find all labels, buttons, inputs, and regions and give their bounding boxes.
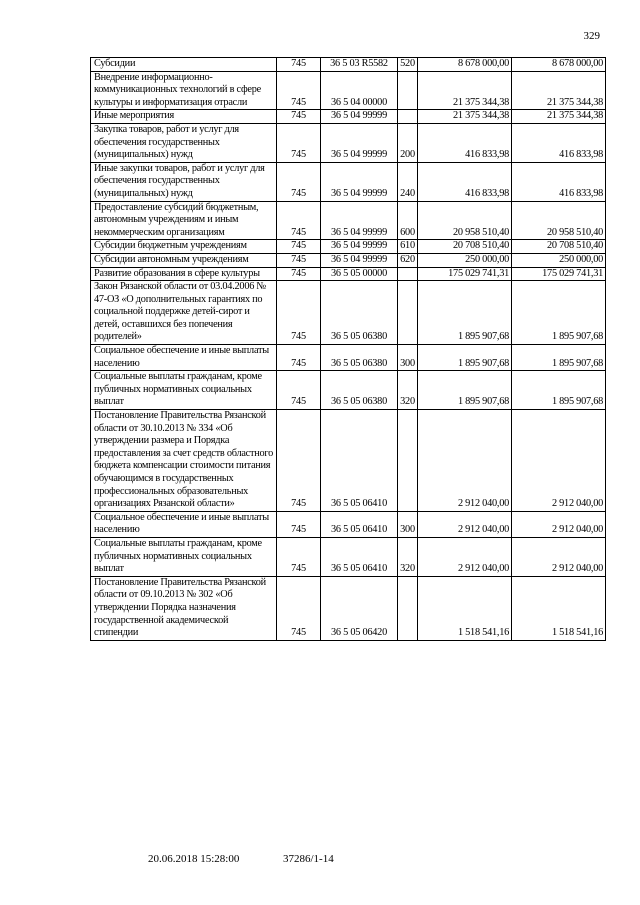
table-row [91, 576, 606, 640]
row-department-code: 745 [277, 201, 321, 240]
row-expense-type [398, 576, 418, 640]
row-target-article: 36 5 05 06410 [321, 537, 398, 576]
row-name: Иные закупки товаров, работ и услуг для обеспечения государственных (муниципальных) нужд [91, 162, 277, 201]
row-target-article: 36 5 05 06420 [321, 576, 398, 640]
row-department-code: 745 [277, 511, 321, 537]
row-name: Социальные выплаты гражданам, кроме публичных нормативных социальных выплат [91, 371, 277, 410]
row-amount-year2: 20 958 510,40 [512, 201, 606, 240]
row-target-article: 36 5 05 06380 [321, 345, 398, 371]
row-expense-type: 520 [398, 58, 418, 72]
row-name: Социальное обеспечение и иные выплаты населению [91, 511, 277, 537]
row-amount-year2: 416 833,98 [512, 123, 606, 162]
row-department-code: 745 [277, 71, 321, 110]
row-target-article: 36 5 04 00000 [321, 71, 398, 110]
row-amount-year1: 1 518 541,16 [418, 576, 512, 640]
row-amount-year1: 20 958 510,40 [418, 201, 512, 240]
row-amount-year2: 2 912 040,00 [512, 410, 606, 512]
row-department-code: 745 [277, 576, 321, 640]
row-target-article: 36 5 05 00000 [321, 267, 398, 281]
row-target-article: 36 5 04 99999 [321, 201, 398, 240]
row-expense-type [398, 410, 418, 512]
footer-datetime: 20.06.2018 15:28:00 [148, 853, 240, 865]
row-target-article: 36 5 05 06410 [321, 410, 398, 512]
row-department-code: 745 [277, 123, 321, 162]
row-name: Субсидии бюджетным учреждениям [91, 240, 277, 254]
row-target-article: 36 5 05 06380 [321, 371, 398, 410]
table-row [91, 71, 606, 110]
row-amount-year2: 175 029 741,31 [512, 267, 606, 281]
row-name: Предоставление субсидий бюджетным, автономным учреждениям и иным некоммерческим организациям [91, 201, 277, 240]
row-amount-year2: 21 375 344,38 [512, 71, 606, 110]
table-row [91, 240, 606, 254]
row-amount-year1: 21 375 344,38 [418, 71, 512, 110]
row-amount-year2: 1 895 907,68 [512, 345, 606, 371]
row-amount-year1: 416 833,98 [418, 162, 512, 201]
table-row [91, 537, 606, 576]
row-amount-year2: 1 895 907,68 [512, 281, 606, 345]
row-expense-type: 600 [398, 201, 418, 240]
row-department-code: 745 [277, 345, 321, 371]
row-name: Закупка товаров, работ и услуг для обеспечения государственных (муниципальных) нужд [91, 123, 277, 162]
row-name: Развитие образования в сфере культуры [91, 267, 277, 281]
row-expense-type: 620 [398, 253, 418, 267]
table-row [91, 253, 606, 267]
row-name: Субсидии автономным учреждениям [91, 253, 277, 267]
row-amount-year1: 8 678 000,00 [418, 58, 512, 72]
row-department-code: 745 [277, 410, 321, 512]
row-expense-type [398, 71, 418, 110]
row-name: Постановление Правительства Рязанской области от 09.10.2013 № 302 «Об утверждении Порядка назначения государственной академической стипендии [91, 576, 277, 640]
row-expense-type: 200 [398, 123, 418, 162]
row-amount-year1: 416 833,98 [418, 123, 512, 162]
row-department-code: 745 [277, 162, 321, 201]
row-amount-year2: 8 678 000,00 [512, 58, 606, 72]
row-amount-year2: 1 518 541,16 [512, 576, 606, 640]
row-name: Социальное обеспечение и иные выплаты населению [91, 345, 277, 371]
row-name: Социальные выплаты гражданам, кроме публичных нормативных социальных выплат [91, 537, 277, 576]
row-department-code: 745 [277, 253, 321, 267]
row-department-code: 745 [277, 281, 321, 345]
row-department-code: 745 [277, 240, 321, 254]
row-amount-year1: 175 029 741,31 [418, 267, 512, 281]
row-name: Закон Рязанской области от 03.04.2006 № 47-ОЗ «О дополнительных гарантиях по социальной поддержке детей-сирот и детей, оставшихся без попечения родителей» [91, 281, 277, 345]
row-department-code: 745 [277, 58, 321, 72]
budget-table-body [91, 58, 606, 641]
row-amount-year1: 1 895 907,68 [418, 345, 512, 371]
row-expense-type [398, 110, 418, 124]
footer-document-code: 37286/1-14 [283, 853, 334, 865]
row-expense-type [398, 281, 418, 345]
row-target-article: 36 5 04 99999 [321, 162, 398, 201]
row-expense-type: 320 [398, 537, 418, 576]
row-name: Постановление Правительства Рязанской области от 30.10.2013 № 334 «Об утверждении размера и Порядка предоставления за счет средств областного бюджета компенсации стоимости питания обучающимся в государственных профессиональных образовательных организациях Рязанской области» [91, 410, 277, 512]
row-amount-year2: 2 912 040,00 [512, 511, 606, 537]
table-row [91, 123, 606, 162]
row-department-code: 745 [277, 371, 321, 410]
table-row [91, 345, 606, 371]
table-row [91, 201, 606, 240]
table-row [91, 511, 606, 537]
row-amount-year1: 250 000,00 [418, 253, 512, 267]
table-row [91, 410, 606, 512]
row-target-article: 36 5 05 06380 [321, 281, 398, 345]
row-target-article: 36 5 04 99999 [321, 240, 398, 254]
row-amount-year1: 1 895 907,68 [418, 281, 512, 345]
budget-table [90, 57, 606, 641]
row-amount-year1: 1 895 907,68 [418, 371, 512, 410]
row-amount-year2: 2 912 040,00 [512, 537, 606, 576]
table-row [91, 371, 606, 410]
row-amount-year2: 250 000,00 [512, 253, 606, 267]
row-amount-year1: 20 708 510,40 [418, 240, 512, 254]
table-row [91, 110, 606, 124]
row-expense-type: 300 [398, 511, 418, 537]
row-target-article: 36 5 04 99999 [321, 253, 398, 267]
row-expense-type: 300 [398, 345, 418, 371]
row-expense-type: 610 [398, 240, 418, 254]
row-department-code: 745 [277, 267, 321, 281]
table-row [91, 58, 606, 72]
row-name: Внедрение информационно-коммуникационных технологий в сфере культуры и информатизация отрасли [91, 71, 277, 110]
row-target-article: 36 5 04 99999 [321, 123, 398, 162]
row-target-article: 36 5 05 06410 [321, 511, 398, 537]
row-amount-year2: 20 708 510,40 [512, 240, 606, 254]
table-row [91, 162, 606, 201]
row-target-article: 36 5 03 R5582 [321, 58, 398, 72]
row-amount-year2: 1 895 907,68 [512, 371, 606, 410]
row-expense-type: 240 [398, 162, 418, 201]
table-row [91, 281, 606, 345]
row-target-article: 36 5 04 99999 [321, 110, 398, 124]
row-amount-year2: 416 833,98 [512, 162, 606, 201]
row-amount-year1: 2 912 040,00 [418, 537, 512, 576]
row-amount-year1: 2 912 040,00 [418, 511, 512, 537]
row-amount-year1: 2 912 040,00 [418, 410, 512, 512]
row-department-code: 745 [277, 110, 321, 124]
row-name: Субсидии [91, 58, 277, 72]
row-name: Иные мероприятия [91, 110, 277, 124]
row-department-code: 745 [277, 537, 321, 576]
row-amount-year2: 21 375 344,38 [512, 110, 606, 124]
row-expense-type [398, 267, 418, 281]
row-amount-year1: 21 375 344,38 [418, 110, 512, 124]
table-row [91, 267, 606, 281]
page-number: 329 [583, 30, 600, 42]
row-expense-type: 320 [398, 371, 418, 410]
